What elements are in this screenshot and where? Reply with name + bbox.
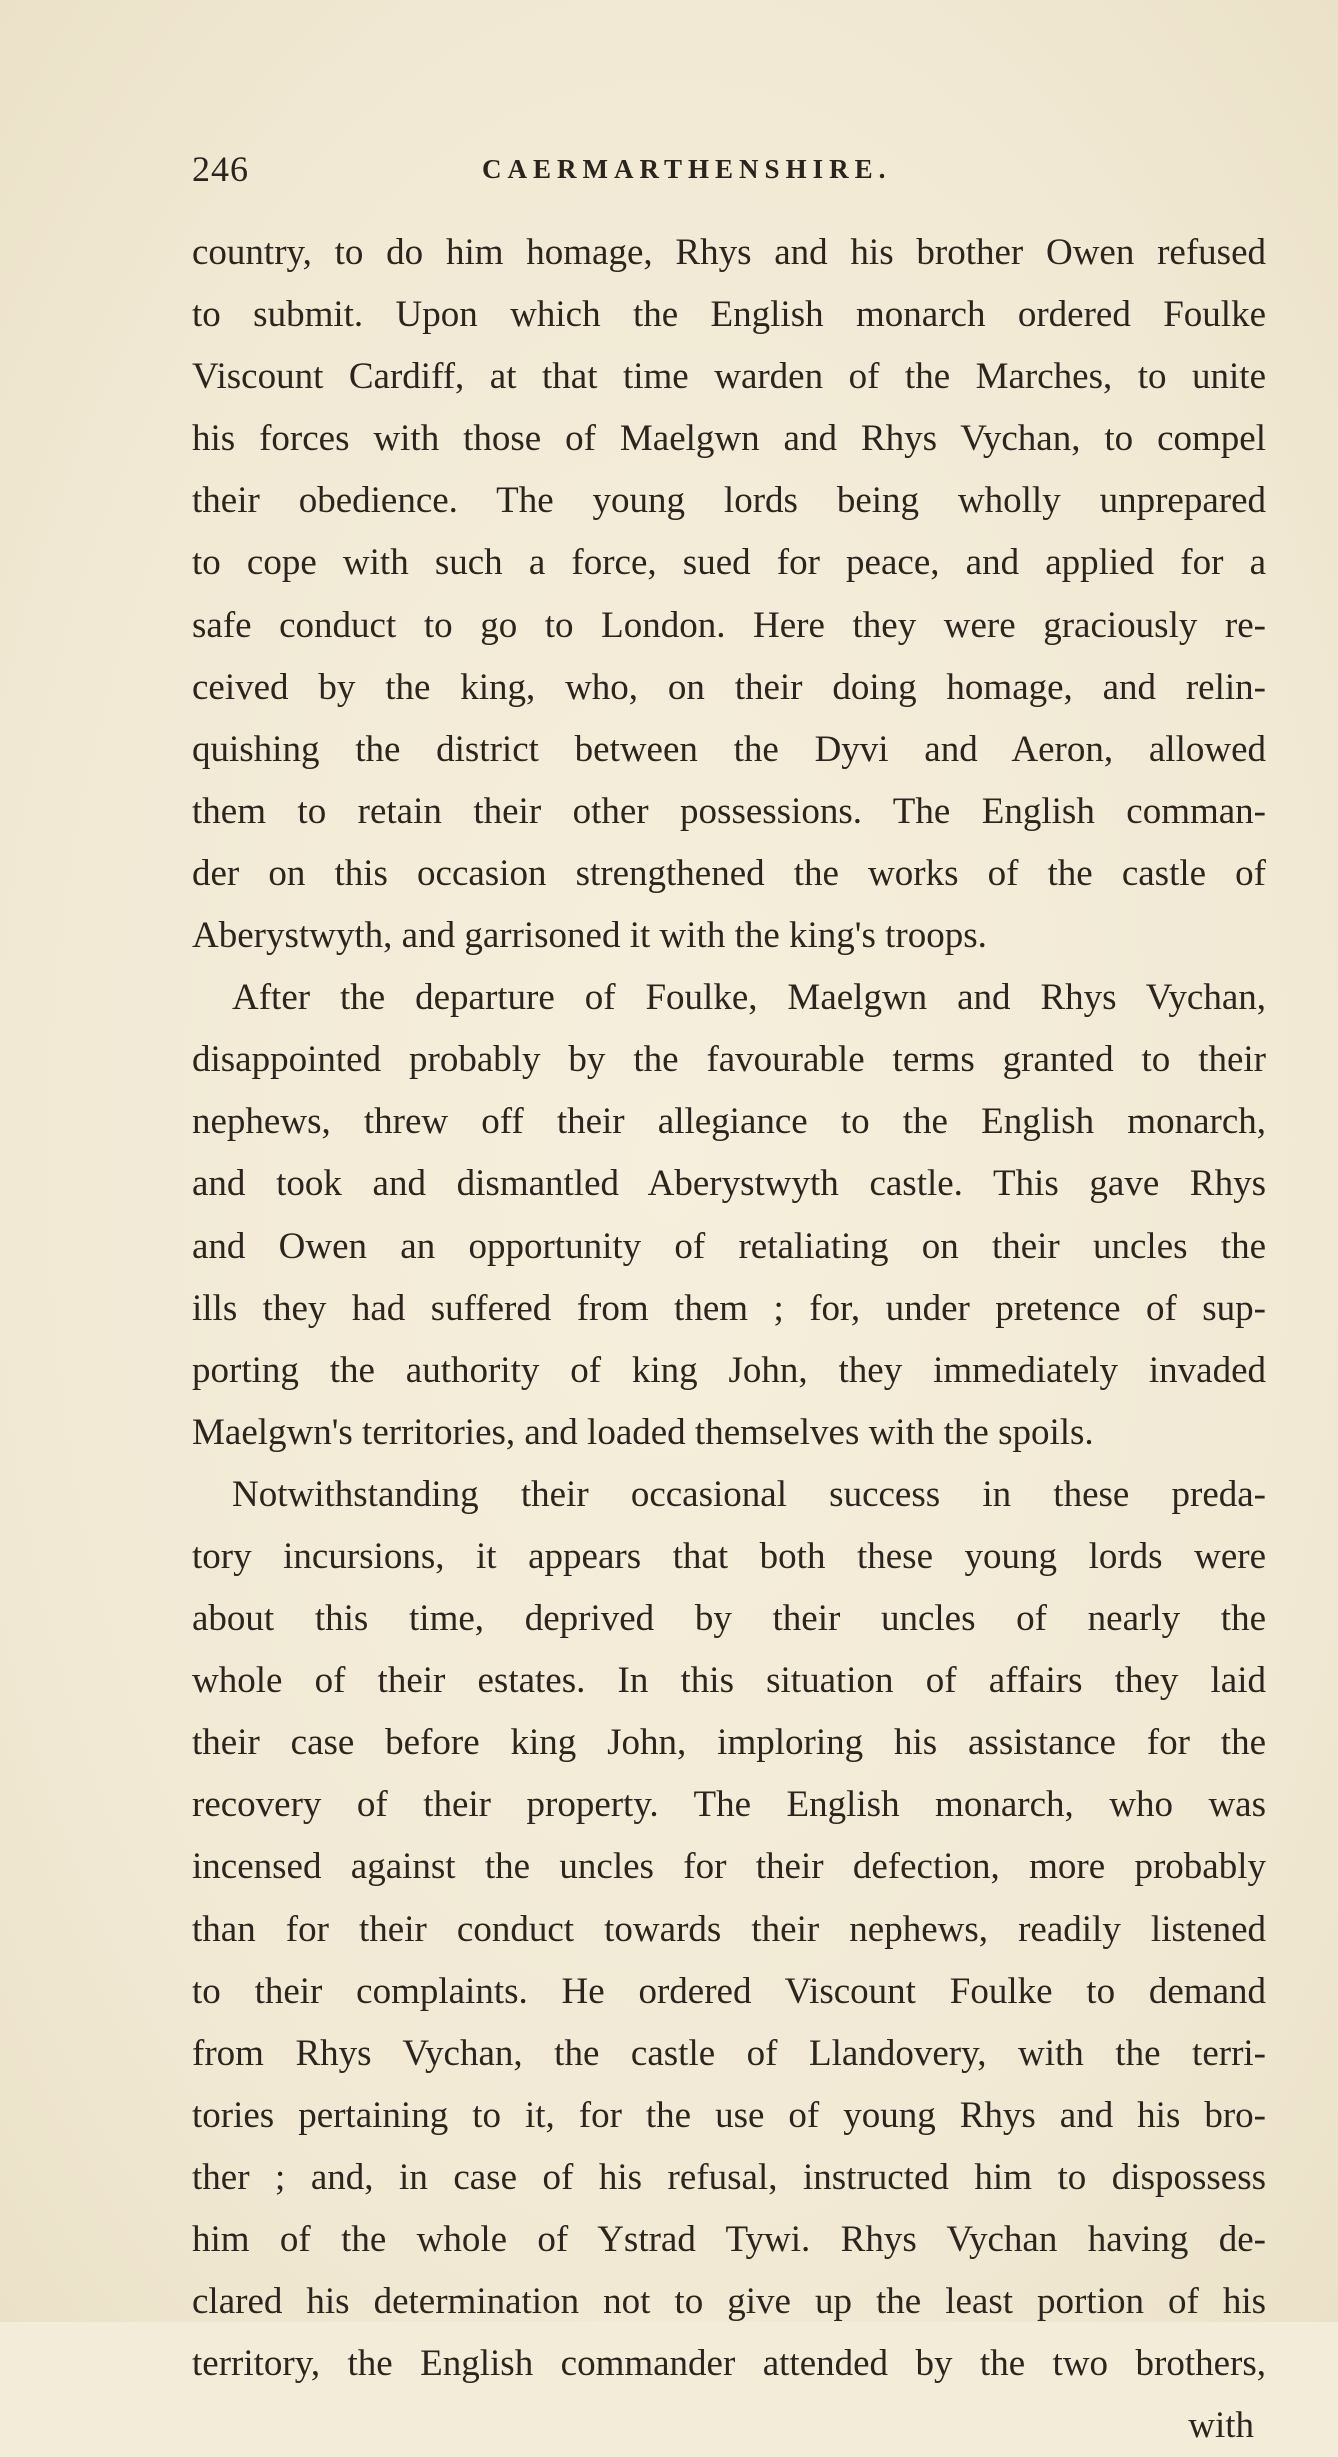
text-line: tory incursions, it appears that both these young lords were bbox=[192, 1535, 1266, 1577]
text-line: than for their conduct towards their nephews, readily listened bbox=[192, 1908, 1266, 1950]
text-line: nephews, threw off their allegiance to the English monarch, bbox=[192, 1101, 1266, 1143]
text-line: whole of their estates. In this situation of affairs they laid bbox=[192, 1660, 1266, 1702]
text-line: After the departure of Foulke, Maelgwn and Rhys Vychan, bbox=[232, 977, 1266, 1019]
text-line: and took and dismantled Aberystwyth castle. This gave Rhys bbox=[192, 1163, 1266, 1205]
text-line: to cope with such a force, sued for peace, and applied for a bbox=[192, 542, 1266, 584]
text-line: tories pertaining to it, for the use of young Rhys and his bro- bbox=[192, 2094, 1266, 2136]
text-line: his forces with those of Maelgwn and Rhys Vychan, to compel bbox=[192, 418, 1266, 460]
running-head: CAERMARTHENSHIRE. bbox=[482, 154, 892, 184]
text-line: to their complaints. He ordered Viscount Foulke to demand bbox=[192, 1970, 1266, 2012]
text-line: and Owen an opportunity of retaliating on their uncles the bbox=[192, 1225, 1266, 1267]
text-line: them to retain their other possessions. The English comman- bbox=[192, 790, 1266, 832]
text-line: about this time, deprived by their uncles of nearly the bbox=[192, 1598, 1266, 1640]
text-line: to submit. Upon which the English monarch ordered Foulke bbox=[192, 294, 1266, 336]
text-line: Viscount Cardiff, at that time warden of the Marches, to unite bbox=[192, 356, 1266, 398]
page-number: 246 bbox=[192, 149, 249, 189]
text-line: der on this occasion strengthened the works of the castle of bbox=[192, 852, 1266, 894]
text-line: porting the authority of king John, they immediately invaded bbox=[192, 1349, 1266, 1391]
text-line: Notwithstanding their occasional success in these preda- bbox=[232, 1473, 1266, 1515]
page-header bbox=[192, 148, 1292, 198]
text-line: ills they had suffered from them ; for, under pretence of sup- bbox=[192, 1287, 1266, 1329]
text-line: clared his determination not to give up the least portion of his bbox=[192, 2281, 1266, 2323]
text-line: ceived by the king, who, on their doing homage, and relin- bbox=[192, 666, 1266, 708]
text-line: their case before king John, imploring his assistance for the bbox=[192, 1722, 1266, 1764]
text-line: territory, the English commander attended by the two brothers, bbox=[192, 2343, 1266, 2385]
text-line: ther ; and, in case of his refusal, instructed him to dispossess bbox=[192, 2156, 1266, 2198]
text-line: recovery of their property. The English monarch, who was bbox=[192, 1784, 1266, 1826]
text-line: their obedience. The young lords being wholly unprepared bbox=[192, 480, 1266, 522]
text-line: safe conduct to go to London. Here they were graciously re- bbox=[192, 604, 1266, 646]
text-line: him of the whole of Ystrad Tywi. Rhys Vychan having de- bbox=[192, 2219, 1266, 2260]
text-line: quishing the district between the Dyvi and Aeron, allowed bbox=[192, 728, 1266, 770]
text-line: incensed against the uncles for their defection, more probably bbox=[192, 1846, 1266, 1888]
text-line: Maelgwn's territories, and loaded themselves with the spoils. bbox=[192, 1411, 1094, 1453]
text-line: disappointed probably by the favourable terms granted to their bbox=[192, 1039, 1266, 1081]
text-line: from Rhys Vychan, the castle of Llandovery, with the terri- bbox=[192, 2032, 1266, 2074]
body-text bbox=[192, 222, 1266, 2457]
catchword: with bbox=[1188, 2405, 1254, 2447]
text-line: country, to do him homage, Rhys and his brother Owen refused bbox=[192, 232, 1266, 273]
text-line: Aberystwyth, and garrisoned it with the king's troops. bbox=[192, 915, 987, 957]
